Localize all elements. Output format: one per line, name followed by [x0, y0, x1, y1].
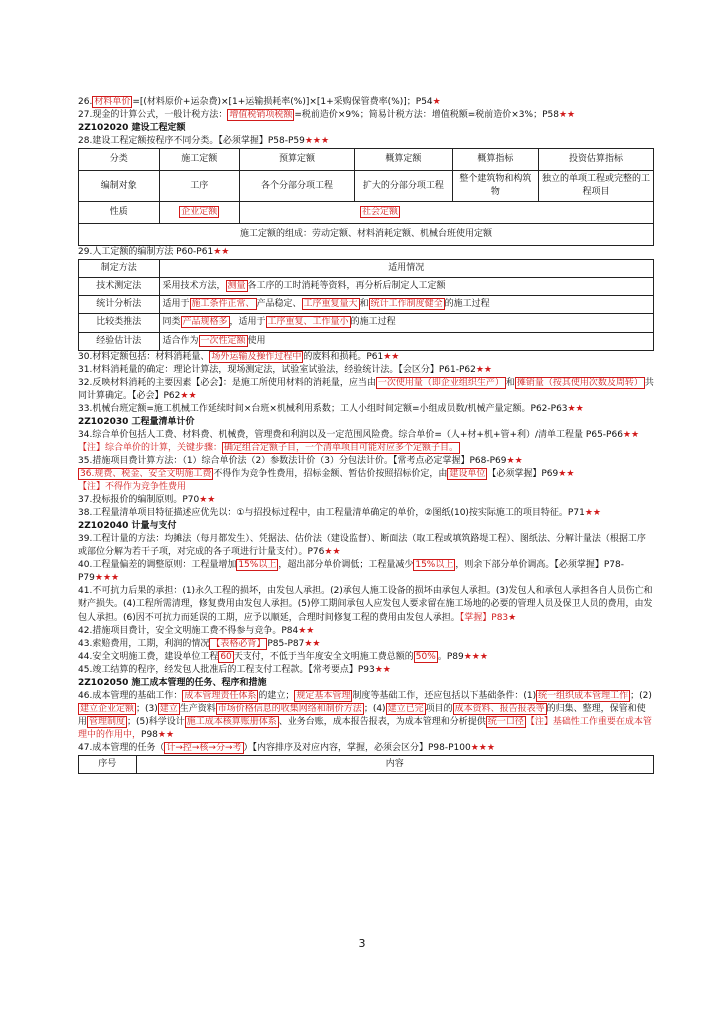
table-row	[79, 224, 654, 246]
section-heading-measurement: 2Z102040 计量与支付	[78, 521, 177, 532]
item-30: 30.材料定额包括：材料消耗量、 场外运输及操作过程中 的废料和损耗。P61★★	[78, 351, 400, 362]
table-cell: 采用技术方法， 测量 各工序的工时消耗等资料，再分析后制定人工定额	[159, 278, 654, 296]
table-cell: 比较类推法	[79, 314, 160, 332]
item-45: 45.竣工结算的程序，经发包人批准后的工程支付工程款。【常考要点】P93★★	[78, 664, 391, 675]
table-row	[79, 171, 654, 202]
table-cell: 概算指标	[452, 149, 538, 171]
item-44: 44.安全文明施工费，建设单位工程 60 天支付，不低于当年度安全文明施工费总额的 50% 。P89★★★	[78, 651, 488, 662]
table-cell: 扩大的分部分项工程	[355, 171, 453, 202]
item-27: 27.现金的计算公式，一般计税方法： 增值税销项税额 =税前造价×9%；简易计税方法：增值税额=税前造价×3%；P58★★	[78, 110, 576, 121]
table-row	[79, 278, 654, 296]
cost-task-table	[78, 755, 654, 774]
table-row	[79, 296, 654, 314]
table-cell: 各个分部分项工程	[240, 171, 355, 202]
table-cell: 施工定额的组成：劳动定额、材料消耗定额、机械台班使用定额	[79, 224, 654, 246]
table-cell: 分类	[79, 149, 160, 171]
table-cell: 工序	[159, 171, 240, 202]
item-47: 47.成本管理的任务（ 计→控→核→分→考 ）【内容排序及对应内容，掌握，必须会区分】P98-P100★★★	[78, 742, 495, 753]
item-37: 37.投标报价的编制原则。P70★★	[78, 495, 216, 506]
table-cell: 同类 产品规格多 ，适用于 工序重复、工作量小 的施工过程	[159, 314, 654, 332]
item-46: 46.成本管理的基础工作： 成本管理责任体系 的建立； 规定基本管理 制度等基础工作，还应包括以下基础条件：(1) 统一组织成本管理工作 ；(2)建立企业定额 ；(3) 建立 生产资料 市场价格信息的收集网络和制价方法 ；(4) 建立已完 项目的 成本资料、报告报表等 的归集、整理，保管和使用 管理制度 ；(5)科学设计 施工成本核算账册体系 、业务台账，成本报告报表，为成本管理和分析提供 统一口径 【注】基础性工作重要在成本管理中的作用中，P98★★	[78, 690, 652, 740]
item-28: 28.建设工程定额按程序不同分类。【必须掌握】P58-P59★★★	[78, 136, 330, 147]
table-cell: 制定方法	[79, 260, 160, 278]
table-header-row	[79, 260, 654, 278]
table-cell: 性质	[79, 202, 160, 224]
item-41: 41.不可抗力后果的承担：(1)永久工程的损坏，由发包人承担。(2)承包人施工设备的损坏由承包人承担。(3)发包人和承包人承担各自人员伤亡和财产损失。(4)工程所需清理，修复费用由发包人承担。(5)停工期间承包人应发包人要求留在施工场地的必要的管理人员及保卫人员的费用，由发包人承担。(6)因不可抗力而延误的工期，应予以顺延，合理时间修复工程的费用由发包人承担。【掌握】P83★	[78, 586, 653, 623]
page-number: 3	[358, 937, 366, 950]
table-cell: 适用情况	[159, 260, 654, 278]
highlight-enterprise-quota: 企业定额	[181, 207, 218, 218]
highlight-social-quota: 社会定额	[362, 207, 399, 218]
table-row	[79, 202, 654, 224]
item-32: 32.反映材料消耗的主要因素【必会】：是施工所使用材料的消耗量，应当由 一次使用量（即企业组织生产） 和 摊销量（按其使用次数及周转） 共同计算确定。【必会】P62★★	[78, 377, 654, 401]
section-heading-cost-management: 2Z102050 施工成本管理的任务、程序和措施	[78, 677, 267, 688]
note-36: 【注】不得作为竞争性费用	[78, 482, 187, 493]
item-31: 31.材料消耗量的确定：理论计算法，现场测定法，试验室试验法，经验统计法。【会区分】P61-P62★★	[78, 364, 492, 375]
table-cell: 经验估计法	[79, 332, 160, 350]
table-cell: 投资估算指标	[539, 149, 654, 171]
item-26: 26. 材料单价 =[(材料原价+运杂费)×[1+运输损耗率(%)]×[1+采购保管费率(%)]；P54★	[78, 97, 441, 107]
table-cell: 适合作为 一次性定额 使用	[159, 332, 654, 350]
table-cell: 独立的单项工程或完整的工程项目	[539, 171, 654, 202]
item-39: 39.工程计量的方法：均摊法（每月都发生）、凭据法、估价法（建设监督）、断面法（取工程或填筑路堤工程）、图纸法、分解计量法（根据工序或部位分解为若干子项，对完成的各子项进行计量支付）。P76★★	[78, 534, 646, 558]
item-33: 33.机械台班定额=施工机械工作延续时间×台班×机械利用系数；工人小组时间定额=小组成员数/机械产量定额。P62-P63★★	[78, 403, 584, 414]
table-cell: 技术测定法	[79, 278, 160, 296]
table-cell: 序号	[79, 756, 137, 774]
table-cell	[240, 202, 654, 224]
item-36: 36.规费、税金、安全文明施工费 不得作为竞争性费用，招标金额、暂估价按照招标价定，由 建设单位 【必须掌握】P69★★	[80, 468, 575, 479]
table-cell: 适用于 施工条件正常、 产品稳定、 工序重复量大 和 统计工作制度健全 的施工过程	[159, 296, 654, 314]
note-34: 【注】综合单价的计算，关键步骤： 确定组合定额子目，一个清单项目可能对应多个定额子目。	[78, 442, 459, 453]
table-cell: 编制对象	[79, 171, 160, 202]
item-29: 29.人工定额的编制方法 P60-P61★★	[78, 247, 230, 258]
table-header-row	[79, 756, 654, 774]
section-heading-bill: 2Z102030 工程量清单计价	[78, 416, 195, 427]
table-cell: 施工定额	[159, 149, 240, 171]
item-34: 34.综合单价包括人工费、材料费、机械费，管理费和利润以及一定范围风险费。综合单价=（人+材+机+管+利）/清单工程量 P65-P66★★	[78, 429, 640, 440]
table-cell: 整个建筑物和构筑物	[452, 171, 538, 202]
table-cell: 概算定额	[355, 149, 453, 171]
section-heading-quota: 2Z102020 建设工程定额	[78, 123, 186, 134]
item-35: 35.措施项目费计算方法：（1）综合单价法（2）参数法计价（3）分包法计价。【常考点必定掌握】P68-P69★★	[78, 455, 523, 466]
table-cell: 统计分析法	[79, 296, 160, 314]
item-42: 42.措施项目费计，安全文明施工费不得参与竞争。P84★★	[78, 625, 315, 636]
table-cell	[159, 202, 240, 224]
item-38: 38.工程量清单项目特征描述应优先以：①与招投标过程中，由工程量清单确定的单价，②图纸(10)按实际施工的项目特征。P71★★	[78, 508, 601, 519]
table-cell: 预算定额	[240, 149, 355, 171]
item-40: 40.工程量偏差的调整原则：工程量增加 15%以上 ，超出部分单价调低；工程量减少 15%以上 ，则余下部分单价调高。【必须掌握】P78-P79★★★	[78, 560, 625, 584]
quota-classification-table	[78, 148, 654, 246]
labor-quota-method-table	[78, 259, 654, 350]
table-cell: 内容	[136, 756, 654, 774]
table-row	[79, 332, 654, 350]
item-43: 43.索赔费用，工期，利润的情况 【表格必背】 P85-P87★★	[78, 638, 321, 649]
highlight-material-unit-price: 材料单价	[94, 97, 131, 107]
table-header-row	[79, 149, 654, 171]
highlight-vat-output: 增值税销项税额	[229, 110, 293, 121]
table-row	[79, 314, 654, 332]
